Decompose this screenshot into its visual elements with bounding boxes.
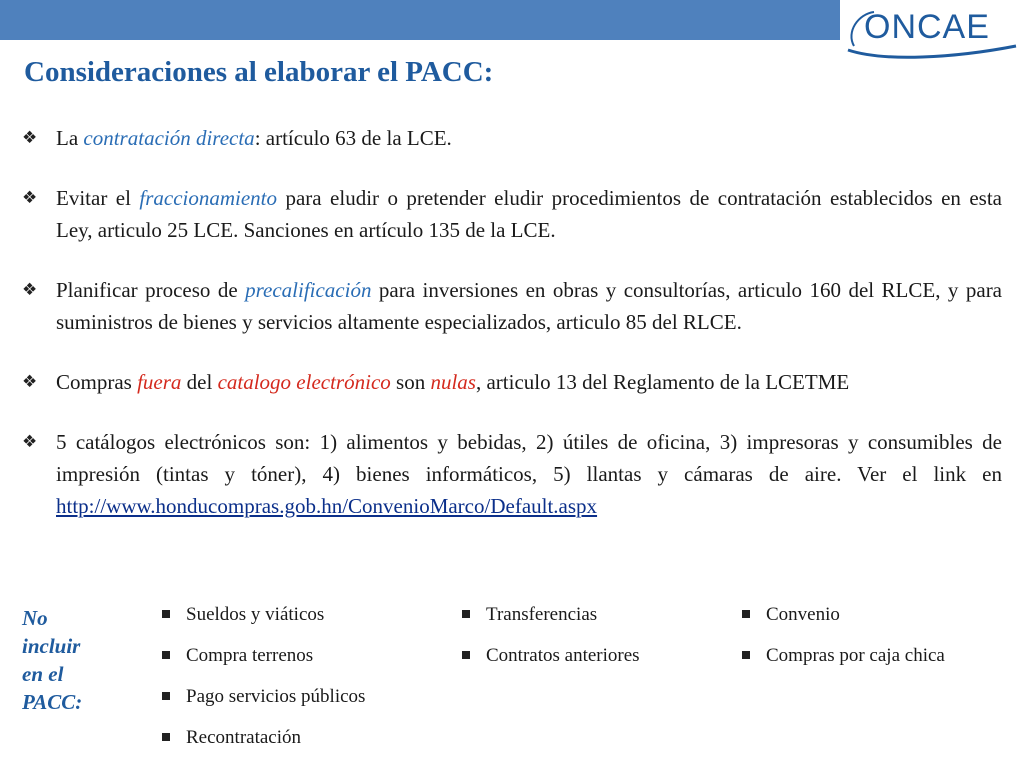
square-bullet-icon [462, 610, 470, 618]
text: del [181, 370, 218, 394]
list-item [156, 727, 365, 749]
bullet-item-precalificacion [22, 274, 1002, 338]
bullet-item-compras-fuera [22, 366, 1002, 398]
text: Planificar proceso de [56, 278, 246, 302]
exclusion-column-1 [156, 604, 365, 768]
item-label: Recontratación [186, 727, 302, 748]
item-label: Pago servicios públicos [186, 686, 366, 707]
text: para inversiones en obras y consultorías, articulo 160 del RLCE, y para suministros de bienes y servicios altamente especializados, articulo 85 del RLCE. [56, 278, 1003, 334]
text: son [390, 370, 431, 394]
square-bullet-icon [162, 692, 170, 700]
emphasis-text: catalogo electrónico [217, 370, 391, 394]
text: Evitar el [56, 186, 140, 210]
diamond-bullet-icon: ❖ [22, 372, 38, 392]
bullet-item-catalogos [22, 426, 1002, 522]
emphasis-text: contratación directa [83, 126, 255, 150]
list-item [156, 686, 365, 708]
oncae-logo [844, 2, 1020, 60]
list-item [736, 604, 945, 626]
item-label: Contratos anteriores [486, 645, 640, 666]
emphasis-text: fuera [137, 370, 182, 394]
text: , articulo 13 del Reglamento de la LCETME [475, 370, 850, 394]
square-bullet-icon [742, 651, 750, 659]
square-bullet-icon [162, 651, 170, 659]
list-item [156, 645, 365, 667]
logo-text: ONCAE [864, 8, 990, 46]
emphasis-text: nulas [430, 370, 476, 394]
item-label: Transferencias [486, 604, 598, 625]
diamond-bullet-icon: ❖ [22, 432, 38, 452]
list-item [736, 645, 945, 667]
diamond-bullet-icon: ❖ [22, 188, 38, 208]
label-line: en el [22, 662, 64, 686]
text: La [56, 126, 84, 150]
bullet-item-contratacion [22, 122, 1002, 154]
text: 5 catálogos electrónicos son: 1) alimentos y bebidas, 2) útiles de oficina, 3) impresoras y consumibles de impresión (tintas y tóner), 4) bienes informáticos, 5) llantas y cámaras de aire. Ver el link en [56, 430, 1002, 486]
item-label: Convenio [766, 604, 840, 625]
text: Compras [56, 370, 138, 394]
emphasis-text: fraccionamiento [139, 186, 278, 210]
item-label: Compra terrenos [186, 645, 314, 666]
emphasis-text: precalificación [245, 278, 372, 302]
square-bullet-icon [162, 733, 170, 741]
exclusion-column-3 [736, 604, 945, 686]
text: : artículo 63 de la LCE. [254, 126, 452, 150]
list-item [156, 604, 365, 626]
header-bar [0, 0, 840, 40]
item-label: Compras por caja chica [766, 645, 945, 666]
label-line: No [22, 606, 48, 630]
page-title: Consideraciones al elaborar el PACC: [24, 56, 494, 88]
bullet-item-fraccionamiento [22, 182, 1002, 246]
square-bullet-icon [462, 651, 470, 659]
label-line: PACC: [22, 690, 83, 714]
list-item [456, 645, 640, 667]
square-bullet-icon [162, 610, 170, 618]
diamond-bullet-icon: ❖ [22, 280, 38, 300]
text: para eludir o pretender eludir procedimientos de contratación establecidos en esta Ley, articulo 25 LCE. Sanciones en artículo 135 de la LCE. [56, 186, 1002, 242]
diamond-bullet-icon: ❖ [22, 128, 38, 148]
list-item [456, 604, 640, 626]
item-label: Sueldos y viáticos [186, 604, 325, 625]
honducompras-link[interactable]: http://www.honducompras.gob.hn/ConvenioMarco/Default.aspx [56, 494, 598, 518]
bullet-list [22, 122, 1002, 522]
no-incluir-label [22, 604, 122, 716]
label-line: incluir [22, 634, 81, 658]
exclusion-column-2 [456, 604, 640, 686]
square-bullet-icon [742, 610, 750, 618]
